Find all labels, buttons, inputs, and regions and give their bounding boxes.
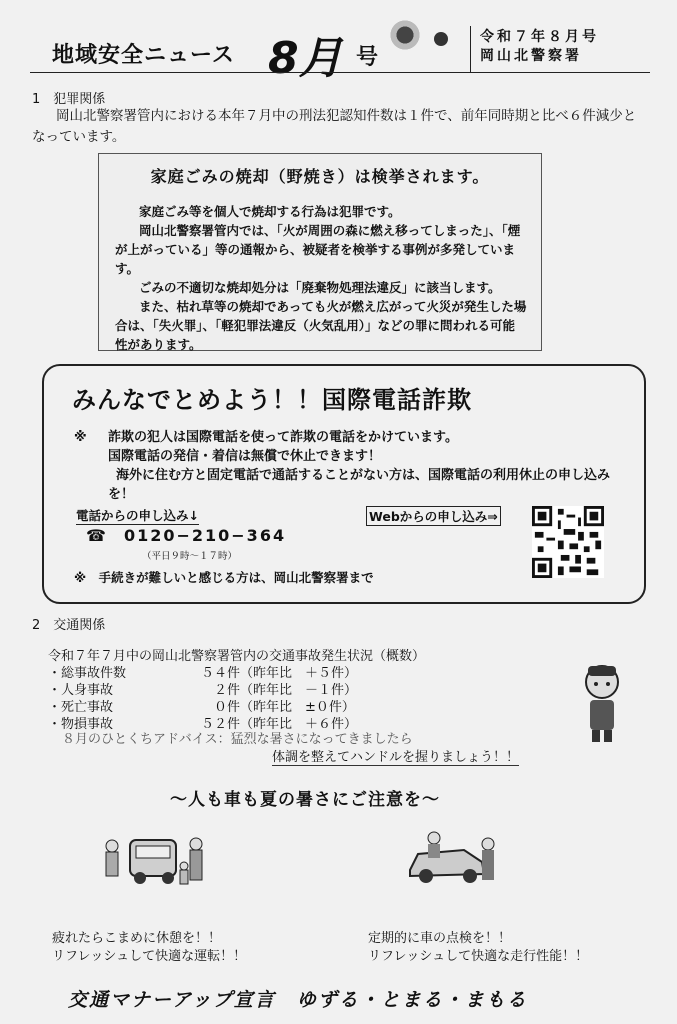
fraud-line-3: 海外に住む方と固定電話で通話することがない方は、国際電話の利用休止の申し込みを！ (108, 468, 611, 502)
web-apply-label[interactable]: Webからの申し込み⇒ (366, 506, 501, 526)
summer-heat-banner: 〜人も車も夏の暑さにご注意を〜 (170, 790, 440, 810)
qr-code-icon[interactable] (532, 506, 604, 578)
rest-caption-1: 疲れたらこまめに休憩を！！ (52, 931, 222, 946)
rest-caption (52, 930, 246, 966)
sun-icon (434, 32, 448, 46)
fraud-mark: ※ (74, 430, 87, 445)
inspection-caption-1: 定期的に車の点検を！！ (368, 931, 512, 946)
phone-number-text: 0120−210−364 (123, 526, 287, 545)
notice-p4: また、枯れ草等の焼却であっても火が燃え広がって火災が発生した場合は、「失火罪」、「軽犯罪法違反（火気乱用）」などの罪に問われる可能性があります。 (115, 299, 527, 352)
advice-line-1: ８月のひとくちアドバイス：猛烈な暑さになってきましたら (62, 732, 413, 747)
burning-notice-body (115, 202, 527, 354)
phone-number[interactable] (86, 526, 286, 545)
inspection-caption (368, 930, 588, 966)
burning-notice-title: 家庭ごみの焼却（野焼き）は検挙されます。 (150, 167, 490, 186)
fraud-footnote: ※ 手続きが難しいと感じる方は、岡山北警察署まで (74, 570, 374, 585)
inspection-caption-2: リフレッシュして快適な走行性能！！ (368, 949, 589, 964)
traffic-stats (48, 648, 425, 733)
family-car-illustration (100, 830, 212, 894)
header-rule (30, 72, 650, 73)
traffic-heading: 2 交通関係 (32, 618, 106, 633)
traffic-row: ・人身事故 ２件（昨年比 －１件） (48, 683, 358, 698)
newsletter-title: 地域安全ニュース (52, 43, 235, 68)
notice-p3: ごみの不適切な焼却処分は「廃棄物処理法違反」に該当します。 (139, 280, 501, 295)
notice-p2: 岡山北警察署管内では、「火が周囲の森に燃え移ってしまった」、「煙が上がっている」等の通報から、被疑者を検挙する事例が多発しています。 (115, 223, 521, 276)
car-inspection-illustration (404, 826, 500, 892)
rest-caption-2: リフレッシュして快適な運転！！ (52, 949, 247, 964)
traffic-intro: 令和７年７月中の岡山北警察署管内の交通事故発生状況（概数） (48, 649, 426, 664)
police-mascot-icon (576, 662, 628, 744)
phone-apply-label: 電話からの申し込み↓ (76, 508, 199, 523)
traffic-manner-slogan: 交通マナーアップ宣言 ゆずる・とまる・まもる (68, 989, 528, 1011)
phone-icon: ☎ (86, 526, 108, 545)
crime-heading: 1 犯罪関係 (32, 92, 106, 107)
sunflower-icon (388, 18, 422, 52)
fraud-warning-box (42, 364, 646, 604)
fraud-body (74, 428, 634, 504)
crime-text: 岡山北警察署管内における本年７月中の刑法犯認知件数は１件で、前年同時期と比べ６件減少となっています。 (32, 108, 637, 145)
advice-line-2: 体調を整えてハンドルを握りましょう！！ (272, 746, 519, 766)
issue-month: 8月 (268, 33, 343, 84)
header-divider (470, 26, 471, 72)
notice-p1: 家庭ごみ等を個人で焼却する行為は犯罪です。 (139, 204, 401, 219)
issue-date: 令和７年８月号 (480, 29, 599, 45)
publisher: 岡山北警察署 (480, 48, 582, 64)
issue-suffix: 号 (356, 45, 379, 70)
traffic-row: ・総事故件数 ５４件（昨年比 ＋５件） (48, 666, 358, 681)
fraud-title: みんなでとめよう！！国際電話詐欺 (72, 386, 472, 414)
phone-hours: （平日９時〜１７時） (142, 551, 238, 562)
fraud-line-1: 詐欺の犯人は国際電話を使って詐欺の電話をかけています。 (108, 430, 458, 445)
burning-notice-box (98, 153, 542, 351)
fraud-line-2: 国際電話の発信・着信は無償で休止できます！ (108, 449, 382, 464)
issue-info (480, 28, 599, 66)
traffic-row: ・死亡事故 ０件（昨年比 ±０件） (48, 700, 355, 715)
traffic-row: ・物損事故 ５２件（昨年比 ＋６件） (48, 717, 358, 732)
